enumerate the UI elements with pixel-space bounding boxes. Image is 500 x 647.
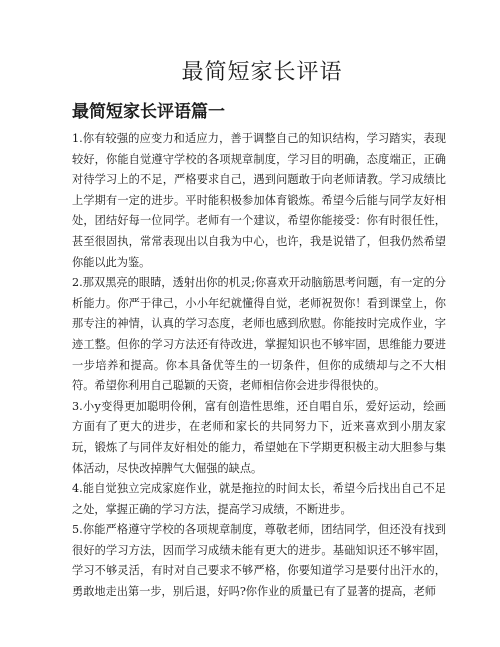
paragraph-1: 1.你有较强的应变力和适应力，善于调整自己的知识结构，学习踏实，表现较好，你能自觉遵守学校的各项规章制度，学习目的明确，态度端正，正确对待学习上的不足，严格要求自己，遇到问题敢于向老师请教。学习成绩比上学期有一定的进步。平时能积极参加体育锻炼。希望今后能与同学友好相处，团结好每一位同学。老师有一个建议，希望你能接受：你有时很任性，甚至很固执，常常表现出以自我为中心，也许，我是说错了，但我仍然希望你能以此为鉴。: [72, 132, 446, 269]
document-title: 最简短家长评语: [181, 60, 343, 85]
paragraph-4: 4.能自觉独立完成家庭作业，就是拖拉的时间太长，希望今后找出自己不足之处，掌握正确的学习方法，提高学习成绩，不断进步。: [72, 482, 446, 516]
paragraph-2: 2.那双黑亮的眼睛，透射出你的机灵;你喜欢开动脑筋思考问题，有一定的分析能力。你严于律己，小小年纪就懂得自觉，老师祝贺你！看到课堂上，你那专注的神情，认真的学习态度，老师也感到欣慰。你能按时完成作业，字迹工整。但你的学习方法还有待改进，掌握知识也不够牢固，思维能力要进一步培养和提高。你本具备优等生的一切条件，但你的成绩却与之不大相符。希望你利用自己聪颖的天资，老师相信你会进步得很快的。: [72, 276, 446, 393]
section-heading: 最简短家长评语篇一: [72, 102, 225, 122]
paragraph-5: 5.你能严格遵守学校的各项规章制度，尊敬老师，团结同学，但还没有找到很好的学习方法，因而学习成绩未能有更大的进步。基础知识还不够牢固，学习不够灵活，有时对自己要求不够严格，你要知道学习是要付出汗水的，勇敢地走出第一步，别后退，好吗?你作业的质量已有了显著的提高，老师: [72, 523, 446, 599]
paragraph-3: 3.小y变得更加聪明伶俐，富有创造性思维，还自唱自乐，爱好运动，绘画方面有了更大的进步，在老师和家长的共同努力下，近来喜欢到小朋友家玩，锻炼了与同伴友好相处的能力，希望她在下学期更积极主动大胆参与集体活动，尽快改掉脾气大倔强的缺点。: [72, 399, 446, 475]
document-body: [72, 129, 446, 603]
